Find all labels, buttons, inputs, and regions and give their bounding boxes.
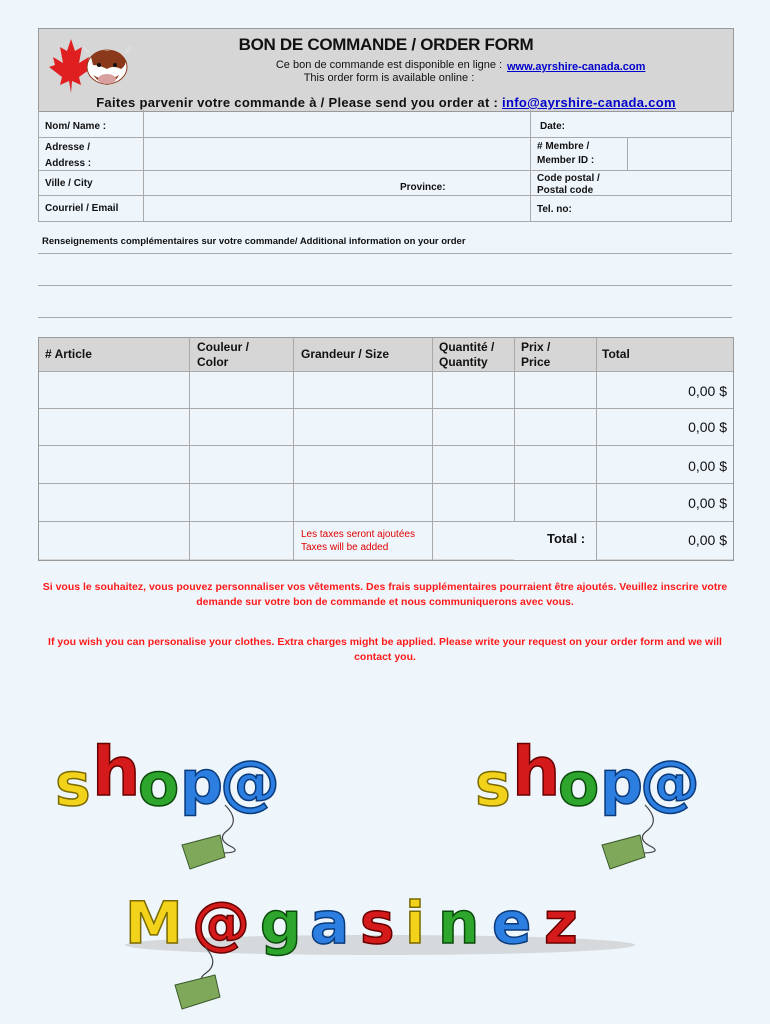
address-field[interactable] [145, 139, 528, 169]
additional-info-line-3[interactable] [38, 317, 732, 318]
date-field[interactable] [580, 112, 730, 136]
svg-text:g: g [260, 889, 302, 957]
customization-notice-fr: Si vous le souhaitez, vous pouvez personnaliser vos vêtements. Des frais supplémentaires pourraient être ajoutés. Veuillez inscrire votre demande sur votre bon de commande et nous communiquerons avec vous. [42, 581, 728, 608]
email-field[interactable] [145, 197, 528, 220]
svg-text:h: h [512, 735, 561, 812]
svg-text:p: p [180, 748, 223, 818]
svg-text:i: i [405, 889, 425, 957]
shop-graphic-right [470, 735, 730, 875]
svg-text:@: @ [220, 748, 280, 818]
form-header [38, 28, 734, 112]
svg-text:p: p [600, 748, 643, 818]
col-total-header: Total [602, 347, 630, 361]
col-price-header-2: Price [521, 355, 551, 369]
svg-text:e: e [492, 889, 532, 957]
tel-label: Tel. no: [537, 204, 572, 215]
online-note-en: This order form is available online : [303, 72, 475, 84]
ayrshire-logo [49, 35, 133, 95]
city-label: Ville / City [45, 178, 93, 189]
additional-info-line-1[interactable] [38, 253, 732, 254]
province-field[interactable] [450, 172, 528, 194]
online-note-fr: Ce bon de commande est disponible en ligne : [275, 59, 503, 71]
name-label: Nom/ Name : [45, 121, 107, 132]
grand-total-value: 0,00 $ [688, 532, 727, 548]
svg-text:o: o [558, 750, 600, 820]
row-1-total: 0,00 $ [688, 383, 727, 399]
postal-label-2: Postal code [537, 185, 594, 196]
shop-graphic-left [50, 735, 310, 875]
send-order-line [39, 95, 733, 110]
additional-info-label: Renseignements complémentaires sur votre commande/ Additional information on your order [42, 236, 466, 247]
email-link[interactable]: info@ayrshire-canada.com [502, 95, 676, 110]
col-color-header-2: Color [197, 355, 229, 369]
col-price-header-1: Prix / [521, 340, 551, 354]
member-label-2: Member ID : [537, 155, 595, 166]
name-field[interactable] [145, 112, 528, 136]
customization-notice-en: If you wish you can personalise your clothes. Extra charges might be applied. Please write your request on your order form and we will contact you. [48, 636, 722, 663]
date-label: Date: [540, 121, 566, 132]
svg-text:n: n [438, 889, 480, 957]
member-label-1: # Membre / [537, 141, 590, 152]
col-qty-header-1: Quantité / [439, 340, 495, 354]
form-title: BON DE COMMANDE / ORDER FORM [238, 35, 534, 54]
row-2-total: 0,00 $ [688, 419, 727, 435]
email-label: Courriel / Email [45, 203, 119, 214]
order-items-table [38, 337, 734, 561]
col-article-header: # Article [45, 347, 92, 361]
tel-field[interactable] [580, 197, 730, 220]
member-id-field[interactable] [629, 139, 730, 169]
svg-text:M: M [125, 889, 183, 957]
col-qty-header-2: Quantity [439, 355, 488, 369]
postal-code-field[interactable] [605, 172, 730, 194]
tax-note-en: Taxes will be added [301, 542, 389, 553]
postal-label-1: Code postal / [537, 173, 600, 184]
svg-text:z: z [544, 889, 578, 957]
city-field[interactable] [145, 172, 395, 194]
svg-text:s: s [360, 889, 395, 957]
svg-text:@: @ [640, 748, 700, 818]
tax-note [301, 528, 415, 554]
row-4-total: 0,00 $ [688, 495, 727, 511]
col-size-header: Grandeur / Size [301, 347, 390, 361]
address-label-1: Adresse / [45, 142, 91, 153]
tax-note-fr: Les taxes seront ajoutées [301, 529, 415, 540]
col-color-header-1: Couleur / [197, 340, 250, 354]
svg-text:a: a [310, 889, 350, 957]
svg-text:s: s [55, 750, 91, 820]
row-3-total: 0,00 $ [688, 458, 727, 474]
svg-text:@: @ [192, 889, 250, 957]
province-label: Province: [400, 182, 446, 193]
website-link[interactable]: www.ayrshire-canada.com [507, 61, 646, 73]
svg-text:o: o [138, 750, 180, 820]
send-order-text: Faites parvenir votre commande à / Please send you order at : [96, 95, 503, 110]
magasinez-graphic [120, 885, 640, 1015]
grand-total-label: Total : [547, 531, 586, 546]
address-label-2: Address : [45, 158, 92, 169]
svg-text:h: h [92, 735, 141, 812]
svg-text:s: s [475, 750, 511, 820]
additional-info-line-2[interactable] [38, 285, 732, 286]
